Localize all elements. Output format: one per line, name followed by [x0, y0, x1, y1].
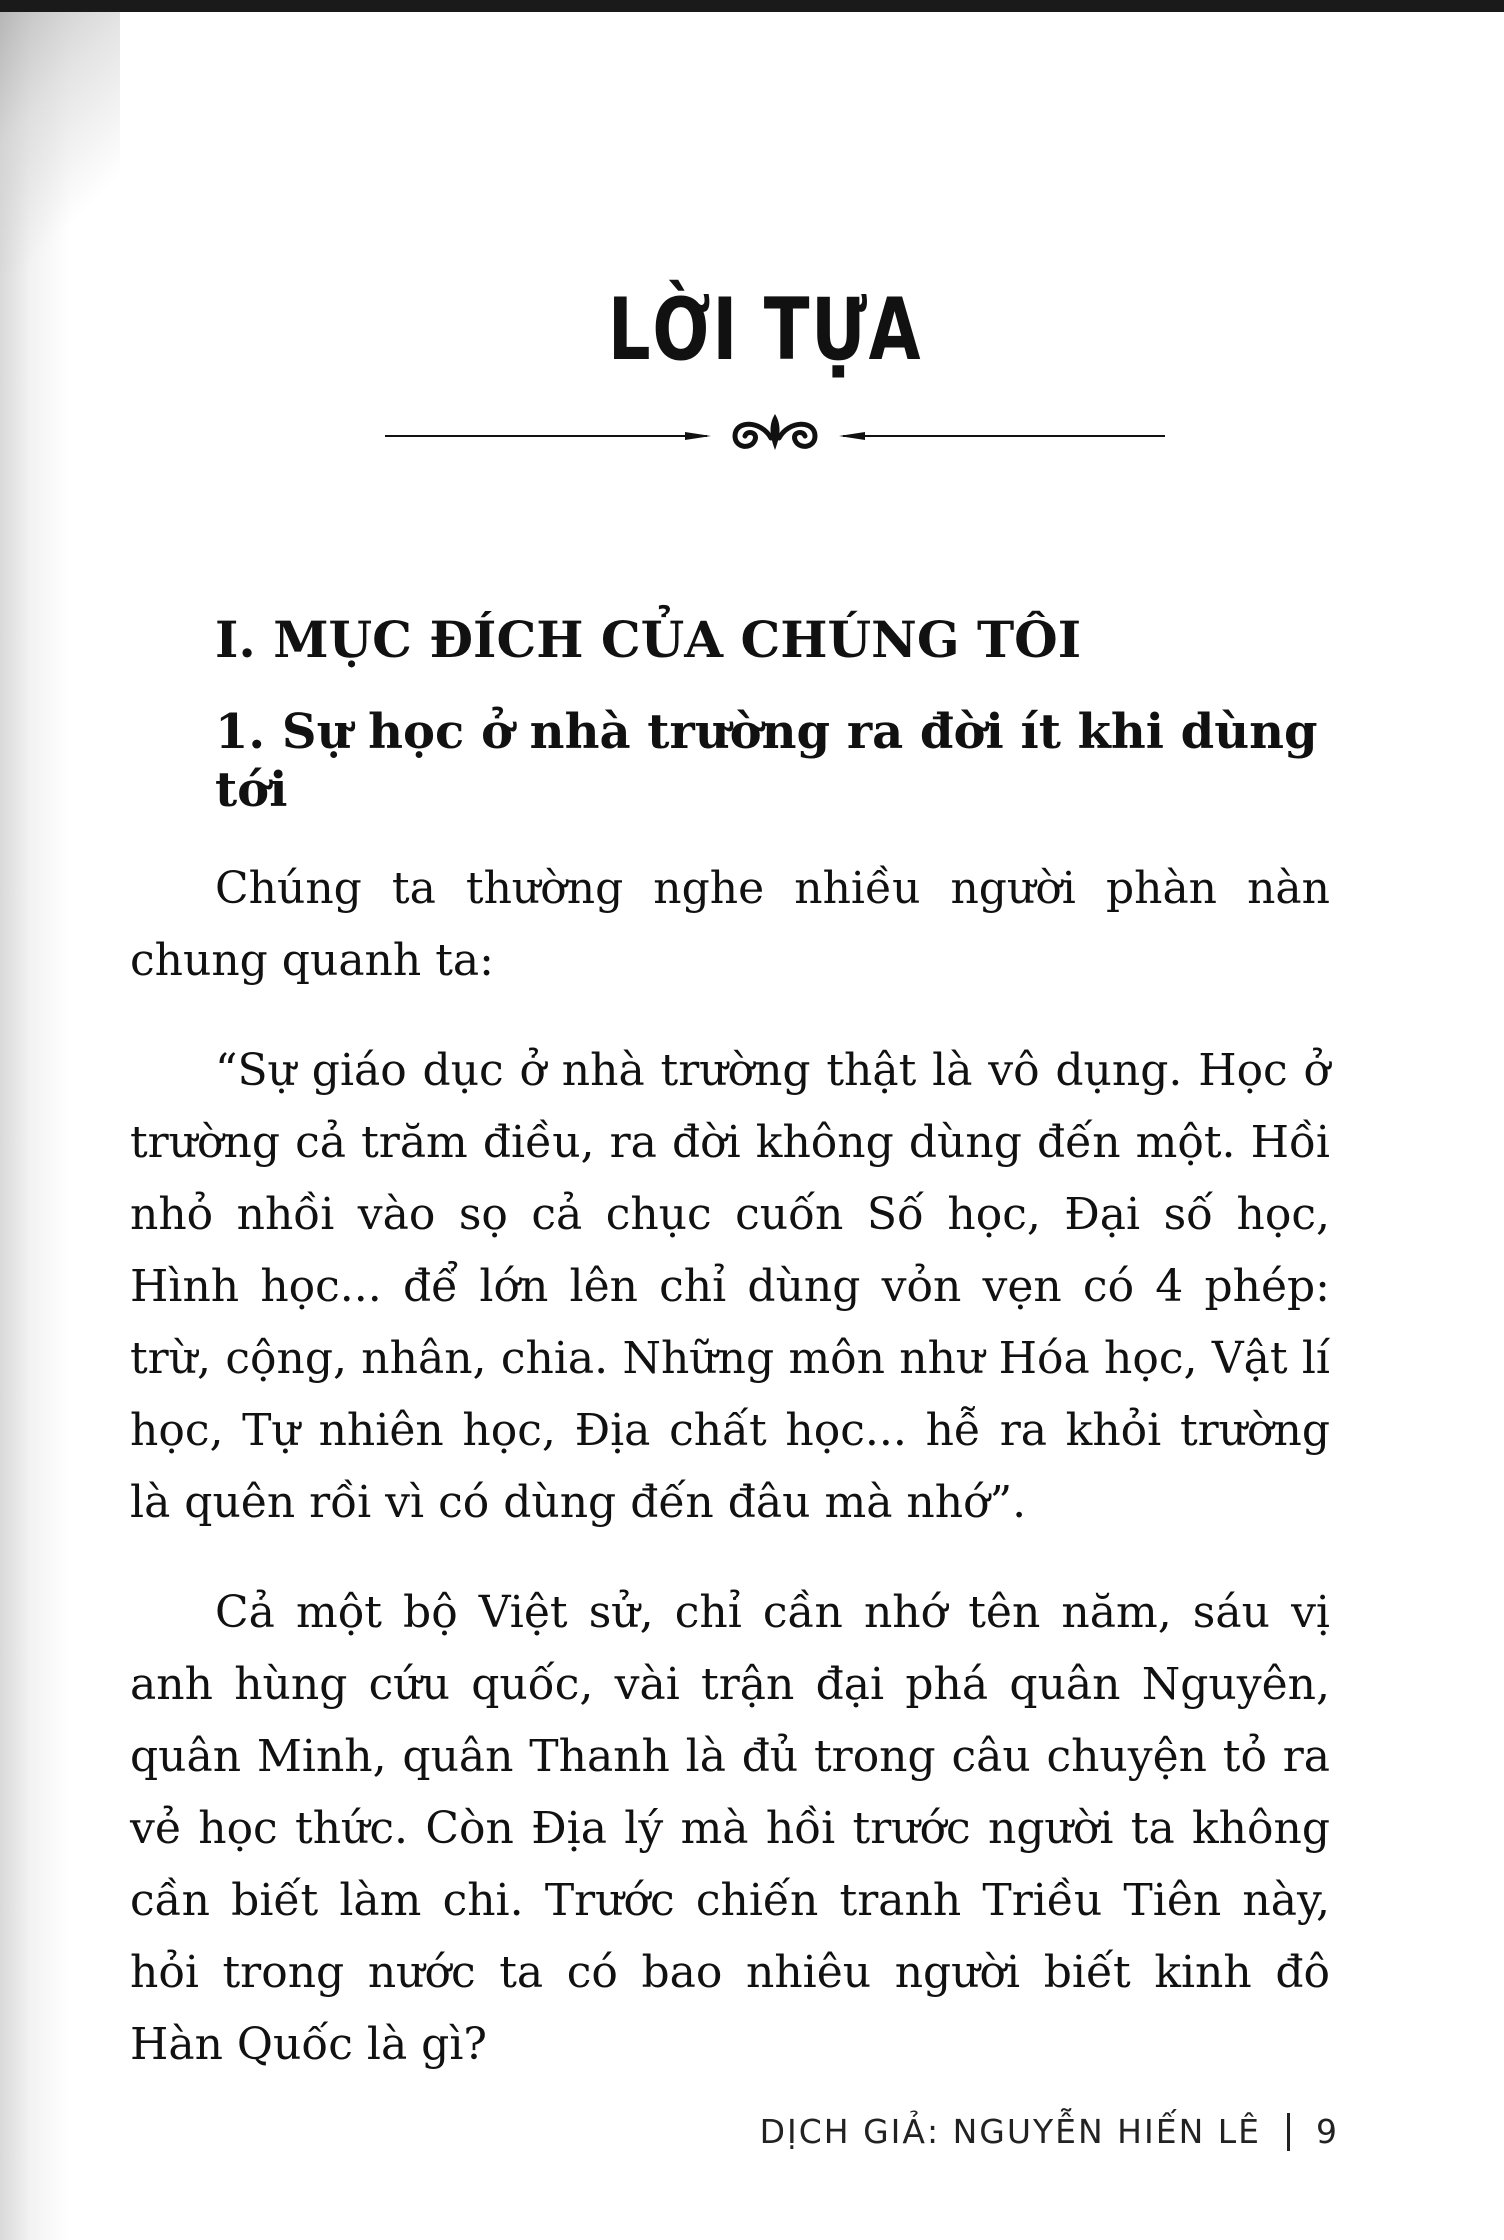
footer-separator — [1287, 2113, 1290, 2151]
page-content — [130, 610, 1330, 2119]
page-top-edge — [0, 0, 1504, 12]
page-corner-shadow — [0, 12, 120, 272]
paragraph-quote: “Sự giáo dục ở nhà trường thật là vô dụng. Học ở trường cả trăm điều, ra đời không dùng đến một. Hồi nhỏ nhồi vào sọ cả chục cuốn Số học, Đại số học, Hình học... để lớn lên chỉ dùng vỏn vẹn có 4 phép: trừ, cộng, nhân, chia. Những môn như Hóa học, Vật lí học, Tự nhiên học, Địa chất học... hễ ra khỏi trường là quên rồi vì có dùng đến đâu mà nhớ”. — [130, 1045, 1330, 1529]
section-heading: I. MỤC ĐÍCH CỦA CHÚNG TÔI — [215, 610, 1082, 669]
paragraph-history: Cả một bộ Việt sử, chỉ cần nhớ tên năm, sáu vị anh hùng cứu quốc, vài trận đại phá quân Nguyên, quân Minh, quân Thanh là đủ trong câu chuyện tỏ ra vẻ học thức. Còn Địa lý mà hồi trước người ta không cần biết làm chi. Trước chiến tranh Triều Tiên này, hỏi trong nước ta có bao nhiêu người biết kinh đô Hàn Quốc là gì? — [130, 1587, 1330, 2071]
page-number: 9 — [1316, 2112, 1339, 2151]
scroll-flourish-icon — [385, 408, 1165, 454]
page-footer — [760, 2112, 1339, 2151]
page-title: LỜI TỰA — [607, 280, 923, 380]
sub-heading: 1. Sự học ở nhà trường ra đời ít khi dùng tới — [215, 704, 1318, 818]
footer-translator: DỊCH GIẢ: NGUYỄN HIẾN LÊ — [759, 2112, 1261, 2151]
paragraph-intro: Chúng ta thường nghe nhiều người phàn nàn chung quanh ta: — [130, 863, 1330, 987]
